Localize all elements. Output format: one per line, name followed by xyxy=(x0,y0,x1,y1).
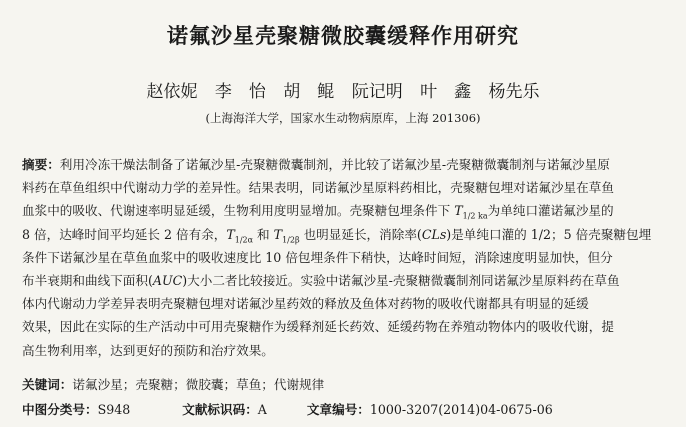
author-4: 阮记明 xyxy=(351,82,403,102)
abstract-text-6-post: )大小二者比较接近。实验中诺氟沙星-壳聚糖微囊制剂同诺氟沙星原料药在草鱼 xyxy=(182,272,620,288)
classification-info xyxy=(22,399,553,418)
abstract-line-6 xyxy=(22,269,664,292)
article-number-value: 1000-3207(2014)04-0675-06 xyxy=(369,402,553,417)
abstract-text-2: 料药在草鱼组织中代谢动力学的差异性。结果表明，同诺氟沙星原料药相比，壳聚糖包埋对诺氟沙星在草鱼 xyxy=(22,180,614,196)
abstract-label: 摘要： xyxy=(22,157,60,172)
article-number-label: 文章编号： xyxy=(306,402,370,417)
abstract-line-1 xyxy=(22,153,664,176)
paper-title: 诺氟沙星壳聚糖微胶囊缓释作用研究 xyxy=(167,24,519,48)
abstract-text-1: 利用冷冻干燥法制备了诺氟沙星-壳聚糖微囊制剂，并比较了诺氟沙星-壳聚糖微囊制剂与诺氟沙星原 xyxy=(59,157,610,172)
abstract-text-5: 条件下诺氟沙星在草鱼血浆中的吸收速度比 10 倍包埋条件下稍快，达峰时间短，消除速度明显加快，但分 xyxy=(22,249,613,265)
abstract-text-6: 布半衰期和曲线下面积( xyxy=(22,272,153,288)
symbol-t-alpha: T xyxy=(226,226,235,242)
abstract-line-2 xyxy=(22,176,664,199)
abstract-text-4-and: 和 xyxy=(253,226,274,242)
abstract-line-7 xyxy=(22,292,664,315)
abstract-line-3 xyxy=(22,199,664,222)
doc-code-value: A xyxy=(257,402,267,417)
symbol-auc: AUC xyxy=(152,272,183,288)
symbol-t-alpha-sub: 1/2α xyxy=(234,235,254,245)
doc-code-label: 文献标识码： xyxy=(182,402,258,417)
abstract-text-8: 效果，因此在实际的生产活动中可用壳聚糖作为缓释剂延长药效、延缓药物在养殖动物体内的吸收代谢，提 xyxy=(22,319,614,335)
abstract-text-9: 高生物利用率，达到更好的预防和治疗效果。 xyxy=(22,342,274,358)
symbol-cls: CLs xyxy=(421,226,447,242)
symbol-t-beta: T xyxy=(273,226,283,242)
author-1: 赵依妮 xyxy=(146,82,198,102)
author-5: 叶 鑫 xyxy=(420,82,472,102)
abstract-text-3: 血浆中的吸收、代谢速率明显延缓，生物利用度明显增加。壳聚糖包埋条件下 xyxy=(22,203,455,219)
author-list xyxy=(0,77,686,102)
abstract-text-4-mid: 也明显延长，消除率( xyxy=(299,226,422,242)
keywords-text: 诺氟沙星；壳聚糖；微胶囊；草鱼；代谢规律 xyxy=(72,377,325,392)
keywords-label: 关键词： xyxy=(22,377,73,392)
keywords xyxy=(22,374,324,393)
abstract-text-7: 体内代谢动力学差异表明壳聚糖包埋对诺氟沙星药效的释放及鱼体对药物的吸收代谢都具有明显的延缓 xyxy=(22,296,589,312)
abstract-line-8 xyxy=(22,315,664,338)
abstract-text-3b: 为单纯口灌诺氟沙星的 xyxy=(487,203,614,219)
symbol-t-ka-sub: 1/2 ka xyxy=(462,211,488,221)
clc-label: 中图分类号： xyxy=(22,402,98,417)
abstract-line-4 xyxy=(22,223,664,246)
symbol-t-ka: T xyxy=(454,203,463,219)
author-3: 胡 鲲 xyxy=(283,82,335,102)
author-2: 李 怡 xyxy=(214,82,266,102)
abstract-text-4: 8 倍，达峰时间平均延长 2 倍有余， xyxy=(22,226,227,242)
abstract-line-9 xyxy=(22,339,664,362)
clc-value: S948 xyxy=(97,402,131,417)
affiliation: (上海海洋大学，国家水生动物病原库，上海 201306) xyxy=(205,111,481,125)
symbol-t-beta-sub: 1/2β xyxy=(282,235,300,245)
abstract xyxy=(22,153,664,362)
abstract-text-4-post: )是单纯口灌的 1/2；5 倍壳聚糖包埋 xyxy=(446,226,652,242)
abstract-line-5 xyxy=(22,246,664,269)
author-6: 杨先乐 xyxy=(488,82,540,102)
